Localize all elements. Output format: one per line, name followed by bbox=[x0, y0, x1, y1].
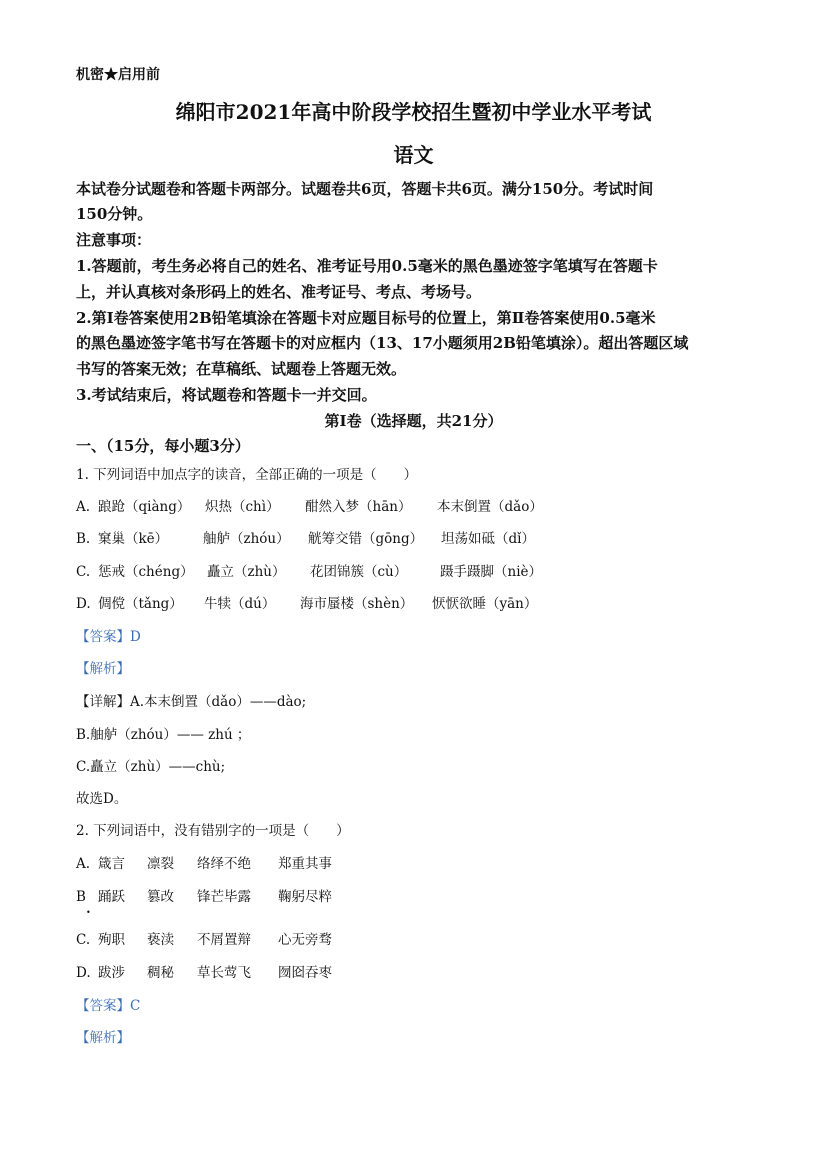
detail-text: A.本末倒置（dǎo）——dào; bbox=[130, 694, 307, 710]
notice-item-1-line-1: 1.答题前，考生务必将自己的姓名、准考证号用0.5毫米的黑色墨迹签字笔填写在答题卡 bbox=[76, 257, 658, 275]
detail-label: 【详解】 bbox=[76, 694, 130, 710]
notice-heading: 注意事项： bbox=[76, 231, 152, 249]
option-word-1: 箴言 bbox=[98, 856, 125, 872]
question-2-stem: 2. 下列词语中，没有错别字的一项是（ ） bbox=[76, 823, 350, 839]
option-word-2: 舳舻（zhóu） bbox=[203, 531, 290, 547]
option-word-4: 坦荡如砥（dǐ） bbox=[441, 531, 535, 547]
option-word-3: 草长莺飞 bbox=[197, 965, 251, 981]
option-word-2: 篡改 bbox=[147, 889, 174, 905]
option-letter: C. bbox=[76, 932, 91, 948]
option-word-3: 海市蜃楼（shèn） bbox=[300, 596, 414, 612]
option-word-4: 心无旁骛 bbox=[278, 932, 332, 948]
option-letter: C. bbox=[76, 564, 91, 580]
question-2-analysis-label: 【解析】 bbox=[76, 1030, 130, 1046]
option-word-1: 窠巢（kē） bbox=[98, 531, 169, 547]
notice-item-2-line-3: 书写的答案无效；在草稿纸、试题卷上答题无效。 bbox=[76, 360, 407, 378]
question-1-detail-3: C.矗立（zhù）——chù; bbox=[76, 759, 226, 775]
subject-title: 语文 bbox=[393, 143, 434, 167]
question-1-option-d bbox=[76, 596, 776, 614]
option-word-3: 锋芒毕露 bbox=[197, 889, 251, 905]
question-1-answer-label: 【答案】D bbox=[76, 629, 141, 645]
intro-line-2: 150分钟。 bbox=[76, 205, 153, 223]
option-word-4: 郑重其事 bbox=[278, 856, 332, 872]
option-word-1: 倜傥（tǎng） bbox=[98, 596, 183, 612]
part-heading: 一、（15分，每小题3分） bbox=[76, 437, 250, 455]
option-letter: A. bbox=[76, 856, 91, 872]
option-word-2: 矗立（zhù） bbox=[207, 564, 286, 580]
question-1-detail-2: B.舳舻（zhóu）—— zhú ； bbox=[76, 727, 251, 743]
option-word-4: 鞠躬尽粹 bbox=[278, 889, 332, 905]
option-word-2: 牛犊（dú） bbox=[204, 596, 276, 612]
notice-item-2-line-1: 2.第Ⅰ卷答案使用2B铅笔填涂在答题卡对应题目标号的位置上，第Ⅱ卷答案使用0.5毫米 bbox=[76, 309, 656, 327]
option-word-2: 稠秘 bbox=[147, 965, 174, 981]
option-word-3: 不屑置辩 bbox=[197, 932, 251, 948]
option-word-3: 花团锦簇（cù） bbox=[310, 564, 408, 580]
option-word-3: 络绎不绝 bbox=[197, 856, 251, 872]
question-1-analysis-label: 【解析】 bbox=[76, 661, 130, 677]
question-2-option-a bbox=[76, 856, 576, 874]
question-1-option-c bbox=[76, 564, 776, 582]
secret-label: 机密★启用前 bbox=[76, 67, 160, 83]
question-1-stem: 1. 下列词语中加点字的读音，全部正确的一项是（ ） bbox=[76, 467, 418, 483]
question-1-detail-1 bbox=[76, 694, 306, 710]
option-word-4: 恹恹欲睡（yān） bbox=[432, 596, 538, 612]
option-letter: D. bbox=[76, 596, 91, 612]
notice-item-3: 3.考试结束后，将试题卷和答题卡一并交回。 bbox=[76, 386, 377, 404]
stray-dot: • bbox=[86, 908, 91, 917]
option-word-1: 殉职 bbox=[98, 932, 125, 948]
option-letter: B. bbox=[76, 531, 91, 547]
option-word-2: 亵渎 bbox=[147, 932, 174, 948]
option-letter: B bbox=[76, 889, 86, 905]
notice-item-1-line-2: 上，并认真核对条形码上的姓名、准考证号、考点、考场号。 bbox=[76, 283, 482, 301]
option-word-1: 惩戒（chéng） bbox=[98, 564, 194, 580]
section-title: 第Ⅰ卷（选择题，共21分） bbox=[324, 412, 503, 430]
question-1-conclusion: 故选D。 bbox=[76, 791, 128, 807]
option-letter: A. bbox=[76, 499, 91, 515]
option-word-4: 蹑手蹑脚（niè） bbox=[440, 564, 543, 580]
intro-line-1: 本试卷分试题卷和答题卡两部分。试题卷共6页，答题卡共6页。满分150分。考试时间 bbox=[76, 180, 654, 198]
option-word-1: 踊跃 bbox=[98, 889, 125, 905]
option-word-3: 酣然入梦（hān） bbox=[305, 499, 412, 515]
exam-title: 绵阳市2021年高中阶段学校招生暨初中学业水平考试 bbox=[175, 100, 652, 124]
notice-item-2-line-2: 的黑色墨迹签字笔书写在答题卡的对应框内（13、17小题须用2B铅笔填涂）。超出答题区域 bbox=[76, 334, 689, 352]
question-1-option-a bbox=[76, 499, 776, 517]
question-1-option-b bbox=[76, 531, 776, 549]
option-word-1: 踉跄（qiàng） bbox=[98, 499, 191, 515]
question-2-option-b bbox=[76, 889, 576, 907]
question-2-answer-label: 【答案】C bbox=[76, 998, 141, 1014]
question-2-option-d bbox=[76, 965, 576, 983]
option-word-2: 凛裂 bbox=[147, 856, 174, 872]
question-2-option-c bbox=[76, 932, 576, 950]
option-letter: D. bbox=[76, 965, 91, 981]
option-word-3: 觥筹交错（gōng） bbox=[308, 531, 424, 547]
option-word-4: 本末倒置（dǎo） bbox=[437, 499, 543, 515]
option-word-2: 炽热（chì） bbox=[205, 499, 280, 515]
option-word-1: 跋涉 bbox=[98, 965, 125, 981]
option-word-4: 囫囵吞枣 bbox=[278, 965, 332, 981]
